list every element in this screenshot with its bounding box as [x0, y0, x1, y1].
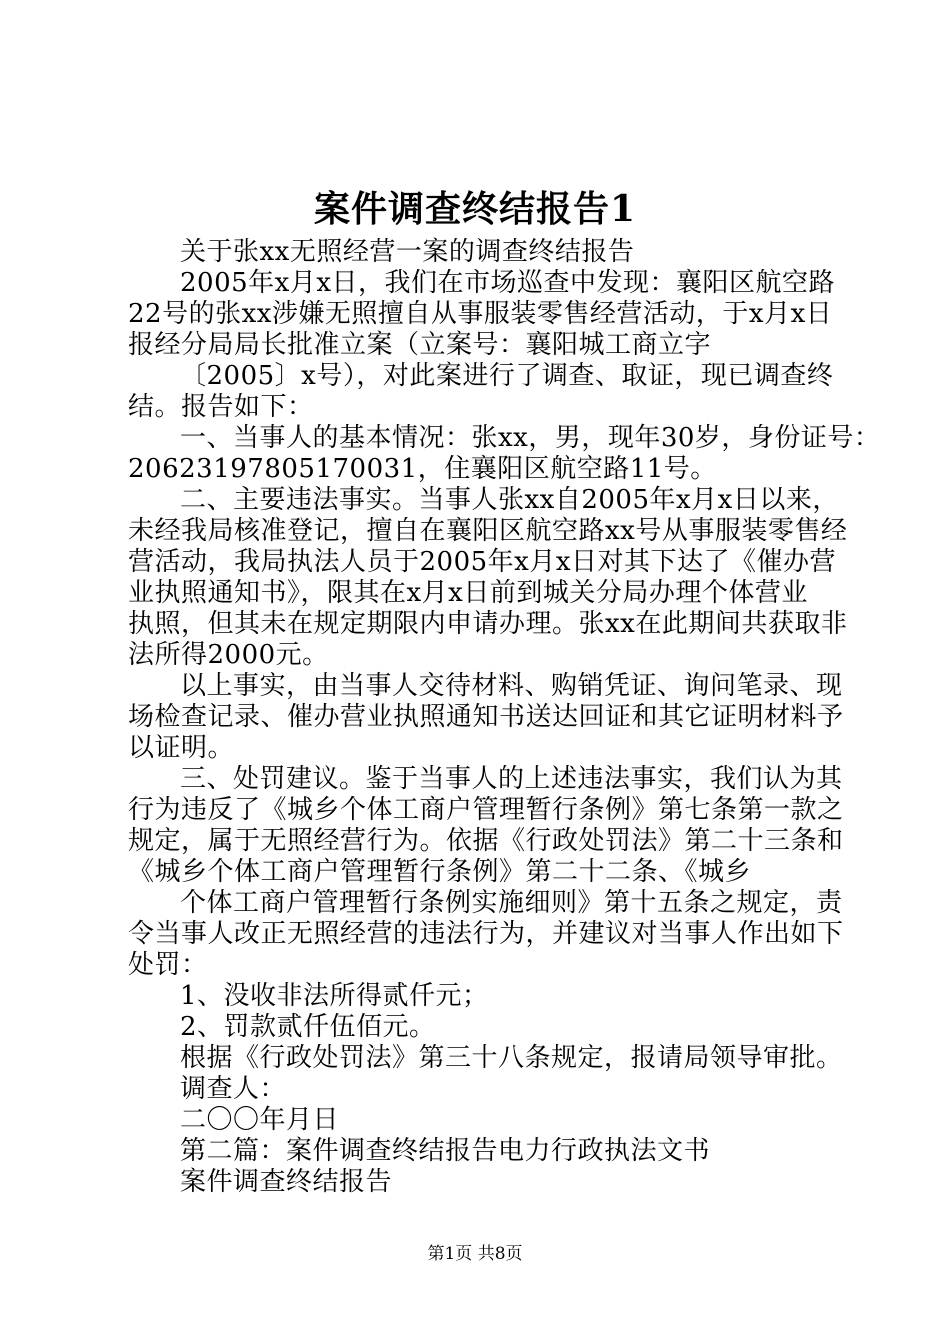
body-line: 调查人： — [180, 1074, 287, 1104]
body-line: 规定，属于无照经营行为。依据《行政处罚法》第二十三条和 — [128, 826, 844, 856]
page-footer: 第1页 共8页 — [427, 1244, 523, 1264]
body-line: 个体工商户管理暂行条例实施细则》第十五条之规定，责 — [180, 888, 843, 918]
body-line: 〔2005〕x号），对此案进行了调查、取证，现已调查终 — [180, 361, 834, 391]
body-line: 以上事实，由当事人交待材料、购销凭证、询问笔录、现 — [180, 671, 843, 701]
body-line: 案件调查终结报告 — [180, 1167, 393, 1197]
body-line: 2、罚款贰仟伍佰元。 — [180, 1012, 436, 1042]
body-line: 法所得2000元。 — [128, 640, 329, 670]
body-line: 处罚： — [128, 950, 208, 980]
body-line: 1、没收非法所得贰仟元； — [180, 981, 489, 1011]
body-line: 一、当事人的基本情况：张xx，男，现年30岁，身份证号： — [180, 423, 881, 453]
body-line: 22号的张xx涉嫌无照擅自从事服装零售经营活动，于x月x日 — [128, 299, 833, 329]
body-line: 二、主要违法事实。当事人张xx自2005年x月x日以来， — [180, 485, 839, 515]
body-line: 业执照通知书》，限其在x月x日前到城关分局办理个体营业 — [128, 578, 808, 608]
body-line: 营活动，我局执法人员于2005年x月x日对其下达了《催办营 — [128, 547, 836, 577]
body-line: 令当事人改正无照经营的违法行为，并建议对当事人作出如下 — [128, 919, 844, 949]
body-line: 报经分局局长批准立案（立案号：襄阳城工商立字 — [128, 330, 712, 360]
body-line: 以证明。 — [128, 733, 235, 763]
body-line: 执照，但其未在规定期限内申请办理。张xx在此期间共获取非 — [128, 609, 848, 639]
body-line: 结。报告如下： — [128, 392, 314, 422]
body-line: 20623197805170031，住襄阳区航空路11号。 — [128, 454, 717, 484]
body-line: 场检查记录、催办营业执照通知书送达回证和其它证明材料予 — [128, 702, 844, 732]
document-title: 案件调查终结报告1 — [313, 188, 637, 230]
body-line: 三、处罚建议。鉴于当事人的上述违法事实，我们认为其 — [180, 764, 843, 794]
body-line: 未经我局核准登记，擅自在襄阳区航空路xx号从事服装零售经 — [128, 516, 848, 546]
subtitle-line: 关于张xx无照经营一案的调查终结报告 — [180, 237, 635, 267]
body-line: 根据《行政处罚法》第三十八条规定，报请局领导审批。 — [180, 1043, 843, 1073]
body-line: 《城乡个体工商户管理暂行条例》第二十二条、《城乡 — [128, 857, 752, 887]
body-line: 二〇〇年月日 — [180, 1105, 340, 1135]
body-line: 行为违反了《城乡个体工商户管理暂行条例》第七条第一款之 — [128, 795, 844, 825]
body-line: 第二篇：案件调查终结报告电力行政执法文书 — [180, 1136, 711, 1166]
body-line: 2005年x月x日，我们在市场巡查中发现：襄阳区航空路 — [180, 268, 835, 298]
